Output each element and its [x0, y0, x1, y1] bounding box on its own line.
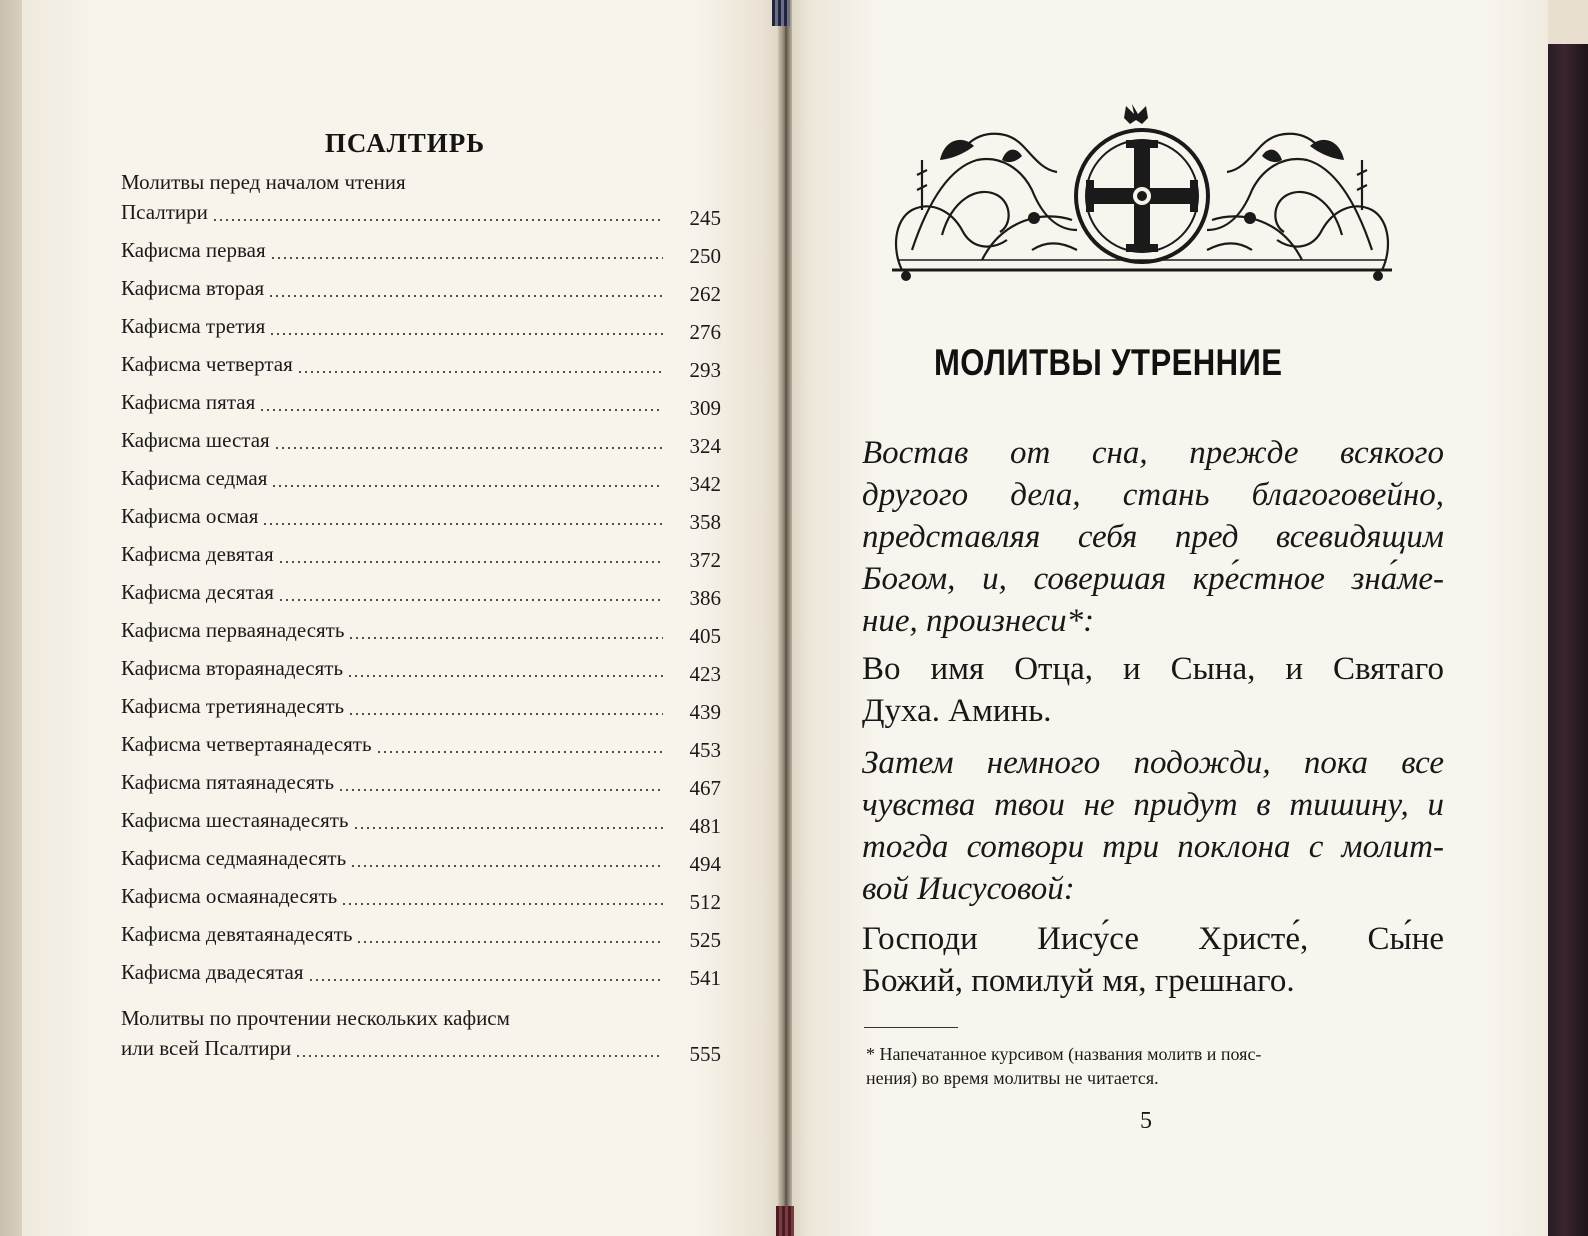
toc-entry [121, 466, 721, 496]
dot-leader [278, 597, 663, 603]
prayer-paragraph-2 [862, 918, 1444, 1002]
dot-leader [356, 939, 663, 945]
toc-page-number: 405 [689, 624, 721, 648]
toc-entry [121, 656, 721, 686]
toc-entry-label: Кафисма четвертая [121, 352, 293, 376]
toc-page-number: 342 [689, 472, 721, 496]
toc-entry-label: Кафисма третиянадесять [121, 694, 345, 718]
dot-leader [347, 673, 663, 679]
dot-leader [212, 217, 663, 223]
toc-entry-label: Кафисма шестаянадесять [121, 808, 349, 832]
toc-entry-label: Кафисма двадесятая [121, 960, 304, 984]
book-cover-edge [1548, 44, 1588, 1236]
text-line: Духа. Аминь. [862, 693, 1052, 729]
toc-entry-first-line: Молитвы перед началом чтения [121, 170, 406, 194]
dot-leader [297, 369, 663, 375]
toc-entry [121, 238, 721, 268]
toc-page-number: 467 [689, 776, 721, 800]
footnote [866, 1042, 1438, 1090]
toc-page-number: 245 [689, 206, 721, 230]
text-line: чувства твои не придут в тишину, и [862, 787, 1444, 823]
toc-page-number: 324 [689, 434, 721, 458]
toc-entry-first-line: Молитвы по прочтении нескольких кафисм [121, 1006, 510, 1030]
page-number: 5 [1140, 1108, 1152, 1134]
toc-entry-label: Кафисма пятаянадесять [121, 770, 335, 794]
text-line: вой Иисусовой: [862, 871, 1075, 907]
toc-entry-label: Кафисма десятая [121, 580, 274, 604]
text-line: ние, произнеси*: [862, 603, 1095, 639]
toc-entry [121, 694, 721, 724]
toc-entry [121, 352, 721, 382]
dot-leader [341, 901, 663, 907]
toc-entry [121, 428, 721, 458]
toc-entry [121, 922, 721, 952]
dot-leader [269, 331, 663, 337]
dot-leader [274, 445, 663, 451]
dot-leader [348, 711, 663, 717]
text-line: другого дела, стань благоговейно, [862, 477, 1444, 513]
toc-page-number: 453 [689, 738, 721, 762]
bookmark-ribbon-bottom [776, 1206, 794, 1236]
bookmark-ribbon-top [772, 0, 790, 26]
toc-entry [121, 504, 721, 534]
footnote-divider [864, 1027, 958, 1028]
toc-page-number: 250 [689, 244, 721, 268]
dot-leader [270, 255, 663, 261]
dot-leader [295, 1053, 663, 1059]
toc-entry [121, 960, 721, 990]
toc-entry-label: Кафисма втораянадесять [121, 656, 344, 680]
cross-ornament-icon [882, 100, 1402, 282]
dot-leader [271, 483, 663, 489]
dot-leader [353, 825, 663, 831]
instruction-paragraph-2 [862, 742, 1444, 910]
toc-entry-label: Псалтири [121, 200, 208, 224]
dot-leader [278, 559, 663, 565]
text-line: Божий, помилуй мя, грешнаго. [862, 963, 1295, 999]
text-line: Богом, и, совершая кре́стное зна́ме- [862, 561, 1444, 597]
text-line: тогда сотвори три поклона с молит- [862, 829, 1444, 865]
toc-page-number: 512 [689, 890, 721, 914]
toc-entry [121, 884, 721, 914]
toc-entry-label: Кафисма третия [121, 314, 266, 338]
dot-leader [268, 293, 663, 299]
text-line: Во имя Отца, и Сына, и Святаго [862, 651, 1444, 687]
toc-page-number: 386 [689, 586, 721, 610]
toc-entry-label: Кафисма девятаянадесять [121, 922, 353, 946]
toc-entry-label: Кафисма первая [121, 238, 266, 262]
toc-page-number: 555 [689, 1042, 721, 1066]
toc-entry [121, 732, 721, 762]
toc-entry [121, 770, 721, 800]
instruction-paragraph-1 [862, 432, 1444, 642]
toc-entry [121, 1036, 721, 1066]
dot-leader [348, 635, 663, 641]
toc-entry [121, 200, 721, 230]
toc-entry [121, 808, 721, 838]
toc-entry [121, 276, 721, 306]
toc-entry-label: Кафисма перваянадесять [121, 618, 345, 642]
toc-entry [121, 390, 721, 420]
dot-leader [350, 863, 663, 869]
text-line: представляя себя пред всевидящим [862, 519, 1444, 555]
toc-page-number: 481 [689, 814, 721, 838]
toc-page-number: 293 [689, 358, 721, 382]
book-spine [778, 0, 792, 1236]
toc-entry-label: Кафисма осмая [121, 504, 259, 528]
toc-page-number: 309 [689, 396, 721, 420]
toc-page-number: 358 [689, 510, 721, 534]
toc-entry-label: Кафисма седмаянадесять [121, 846, 347, 870]
footnote-line: * Напечатанное курсивом (названия молитв и пояс- [866, 1044, 1262, 1064]
dot-leader [376, 749, 663, 755]
text-line: Востав от сна, прежде всякого [862, 435, 1444, 471]
toc-entry [121, 314, 721, 344]
toc-entry-label: Кафисма осмаянадесять [121, 884, 338, 908]
dot-leader [259, 407, 663, 413]
dot-leader [338, 787, 663, 793]
section-heading: МОЛИТВЫ УТРЕННИЕ [934, 342, 1283, 383]
toc-title: ПСАЛТИРЬ [324, 128, 486, 158]
toc-page-number: 525 [689, 928, 721, 952]
toc-page-number: 372 [689, 548, 721, 572]
toc-entry-label: Кафисма пятая [121, 390, 256, 414]
toc-page-number: 276 [689, 320, 721, 344]
toc-page-number: 423 [689, 662, 721, 686]
dot-leader [262, 521, 663, 527]
toc-entry-label: или всей Псалтири [121, 1036, 292, 1060]
toc-entry-label: Кафисма вторая [121, 276, 265, 300]
toc-entry [121, 618, 721, 648]
toc-entry [121, 580, 721, 610]
toc-page-number: 439 [689, 700, 721, 724]
toc-entry-label: Кафисма шестая [121, 428, 270, 452]
text-line: Господи Иису́се Христе́, Сы́не [862, 921, 1444, 957]
toc-entry-label: Кафисма седмая [121, 466, 268, 490]
toc-entry [121, 542, 721, 572]
footnote-line: нения) во время молитвы не читается. [866, 1068, 1159, 1088]
text-line: Затем немного подожди, пока все [862, 745, 1444, 781]
toc-page-number: 494 [689, 852, 721, 876]
toc-entry-label: Кафисма четвертаянадесять [121, 732, 372, 756]
prayer-paragraph-1 [862, 648, 1444, 732]
toc-page-number: 262 [689, 282, 721, 306]
toc-entry [121, 846, 721, 876]
toc-page-number: 541 [689, 966, 721, 990]
toc-entry-label: Кафисма девятая [121, 542, 274, 566]
dot-leader [308, 977, 663, 983]
